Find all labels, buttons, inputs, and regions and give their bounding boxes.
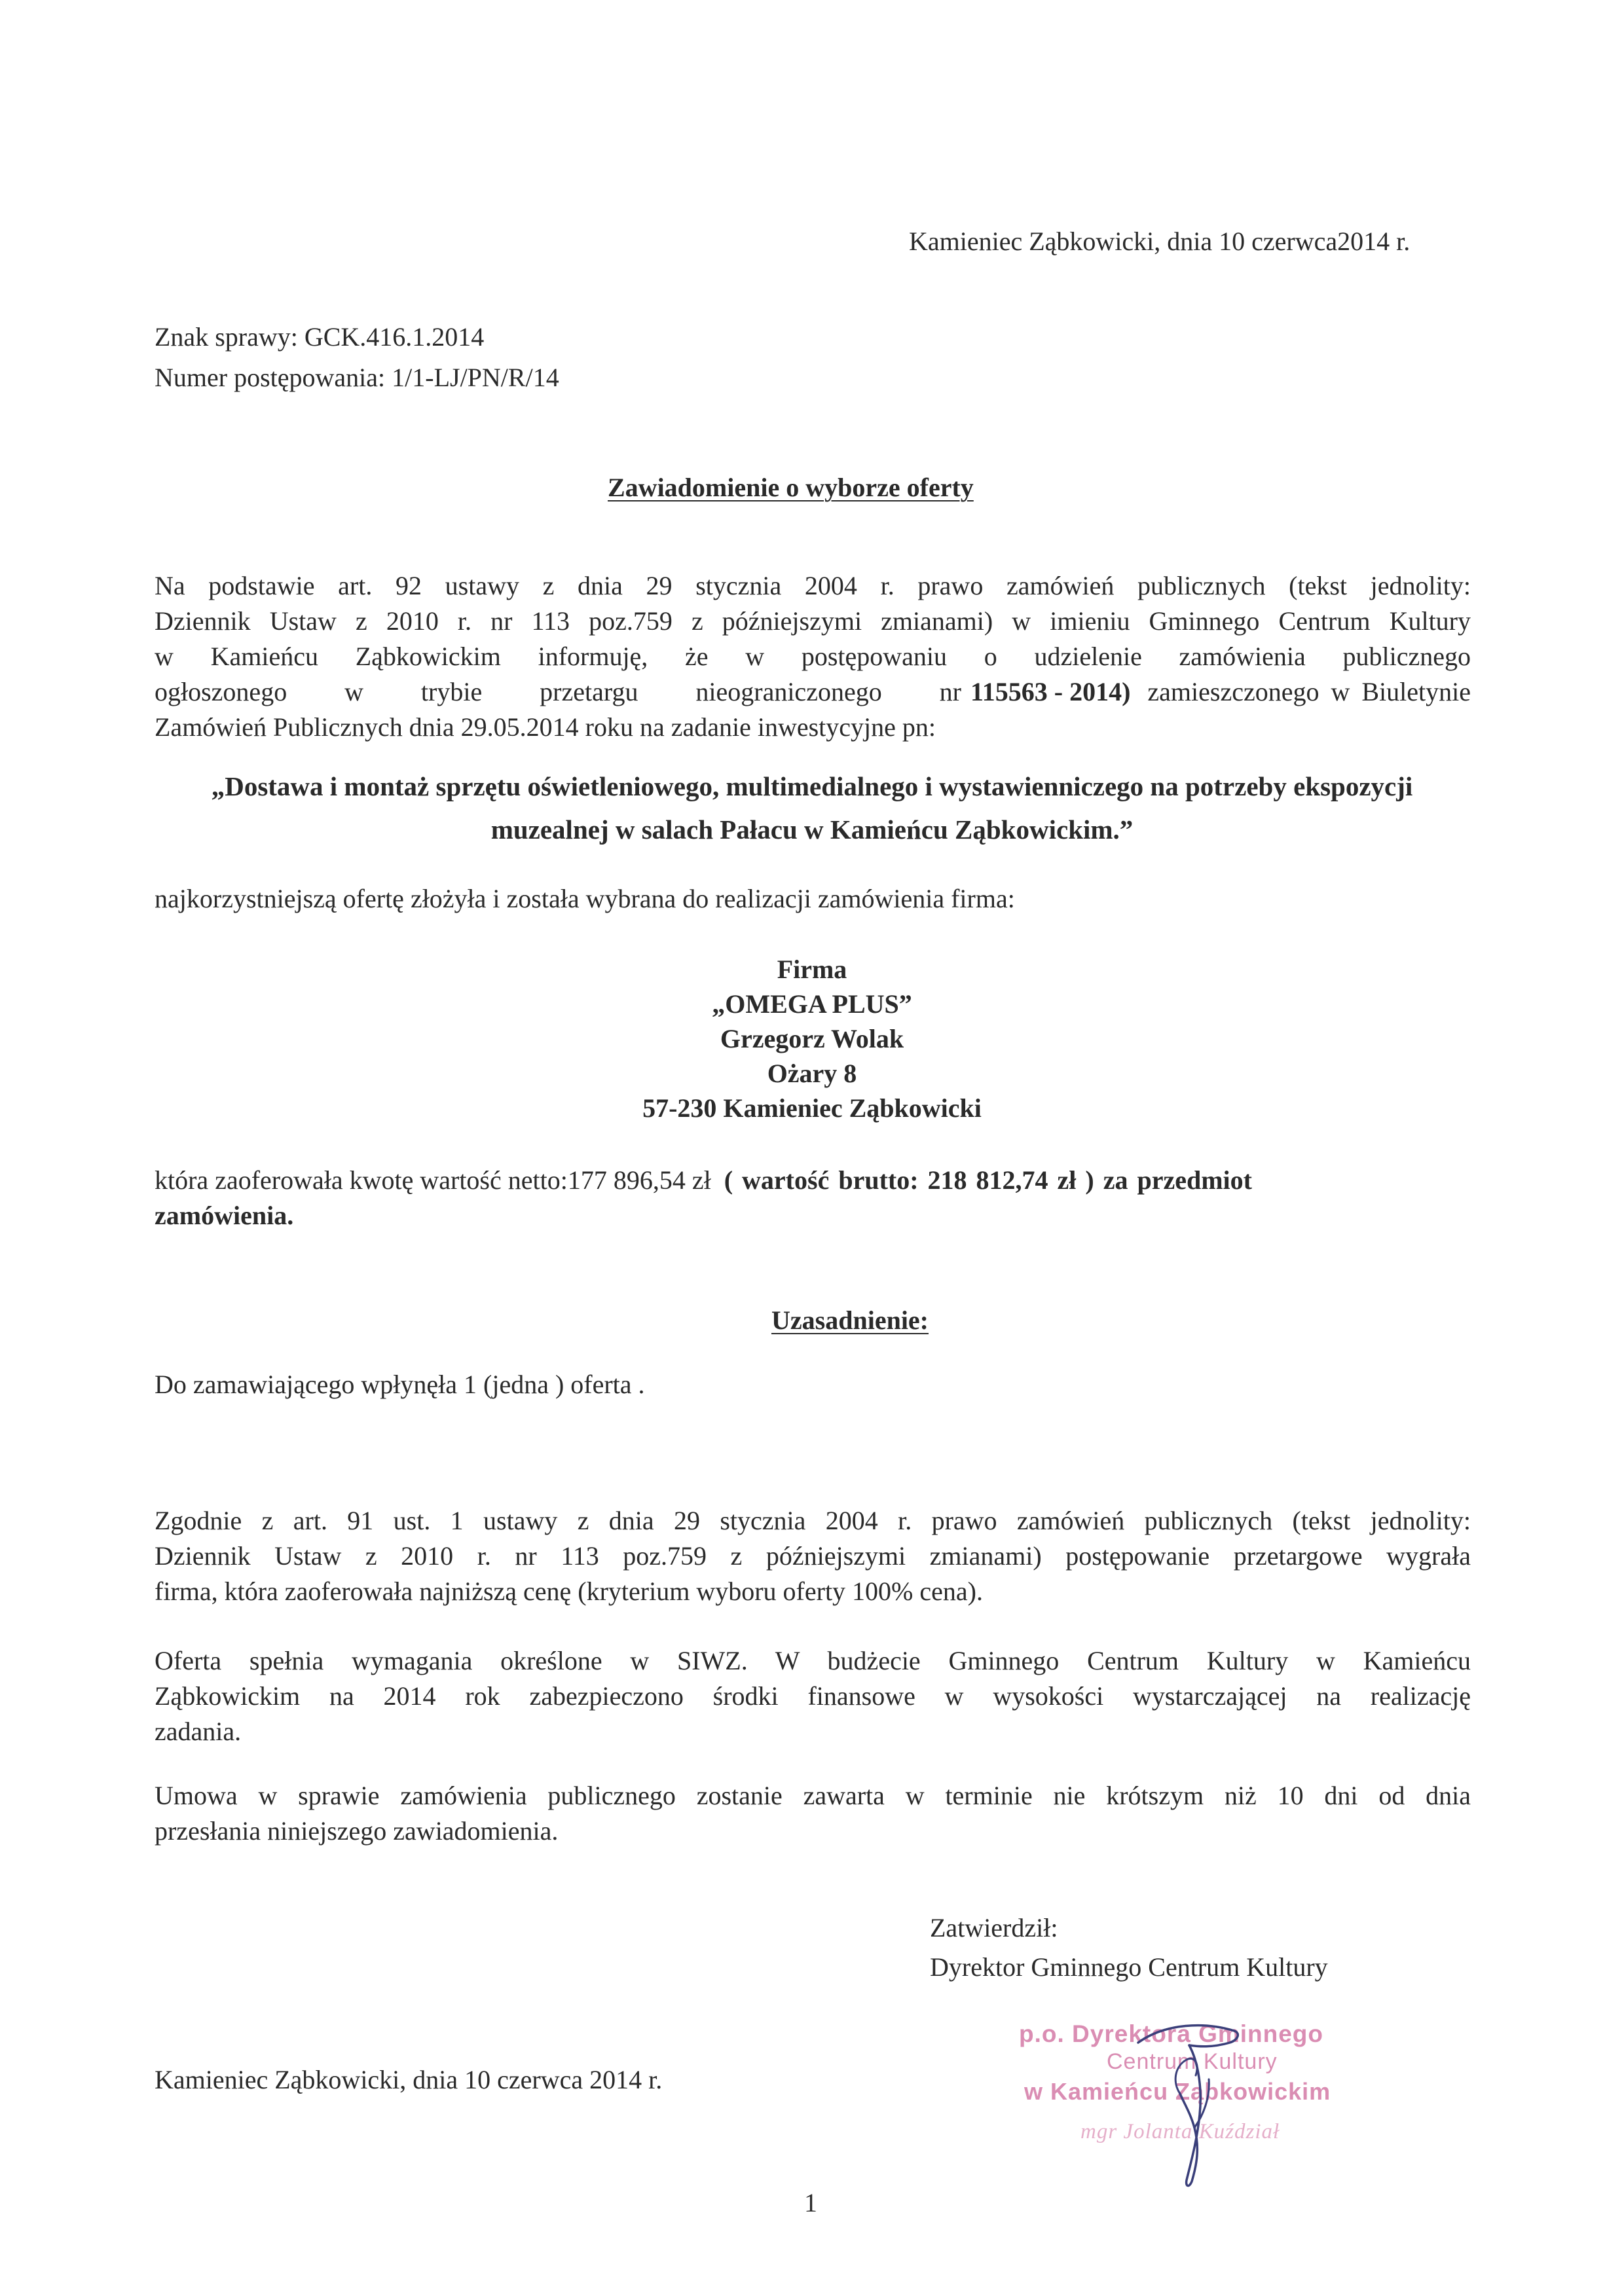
intro-line: Dziennik Ustaw z 2010 r. nr 113 poz.759 z późniejszymi zmianami) w imieniu Gminnego Centrum Kultury: [155, 606, 1471, 636]
amount-paragraph: [155, 1163, 1471, 1233]
task-title: [124, 765, 1500, 851]
justification-paragraph-3: [155, 1778, 1471, 1849]
company-city: 57-230 Kamieniec Ząbkowicki: [642, 1093, 982, 1123]
page-number: 1: [804, 2188, 817, 2217]
intro-line: Zamówień Publicznych dnia 29.05.2014 roku na zadanie inwestycyjne pn:: [155, 712, 936, 742]
company-owner: Grzegorz Wolak: [720, 1024, 904, 1053]
paragraph-line: Dziennik Ustaw z 2010 r. nr 113 poz.759 z późniejszymi zmianami) postępowanie przetargowe wygrała: [155, 1541, 1471, 1571]
paragraph-line: Zgodnie z art. 91 ust. 1 ustawy z dnia 29 stycznia 2004 r. prawo zamówień publicznych (tekst jednolity:: [155, 1506, 1471, 1535]
offers-received: Do zamawiającego wpłynęła 1 (jedna ) oferta .: [155, 1370, 645, 1399]
approval-label: Zatwierdził:: [930, 1913, 1058, 1942]
case-reference: Znak sprawy: GCK.416.1.2014: [155, 322, 485, 352]
company-block: [419, 952, 1205, 1125]
paragraph-line: firma, która zaoferowała najniższą cenę (kryterium wyboru oferty 100% cena).: [155, 1576, 983, 1606]
stamp-line: w Kamieńcu Ząbkowickim: [1024, 2078, 1331, 2105]
stamp-name: mgr Jolanta Kuździał: [1080, 2120, 1280, 2143]
intro-line-tender: [155, 674, 1471, 710]
footer-place-date: Kamieniec Ząbkowicki, dnia 10 czerwca 2014 r.: [155, 2065, 663, 2094]
company-label: Firma: [777, 955, 847, 984]
amount-line: [155, 1163, 1471, 1198]
stamp-line: Centrum Kultury: [1107, 2049, 1278, 2074]
approval-role: Dyrektor Gminnego Centrum Kultury: [930, 1952, 1328, 1982]
intro-line: Na podstawie art. 92 ustawy z dnia 29 stycznia 2004 r. prawo zamówień publicznych (tekst jednolity:: [155, 571, 1471, 600]
amount-line-2: zamówienia.: [155, 1201, 294, 1230]
intro-tender-text: ogłoszonego w trybie przetargu nieograniczonego nr: [155, 677, 961, 706]
selection-text: najkorzystniejszą ofertę złożyła i została wybrana do realizacji zamówienia firma:: [155, 884, 1015, 913]
justification-paragraph-2: [155, 1643, 1471, 1749]
intro-line: w Kamieńcu Ząbkowickim informuję, że w postępowaniu o udzielenie zamówienia publicznego: [155, 642, 1471, 671]
paragraph-line: zadania.: [155, 1717, 242, 1746]
amount-net: która zaoferowała kwotę wartość netto:177 896,54 zł: [155, 1165, 711, 1195]
company-street: Ożary 8: [767, 1059, 857, 1088]
paragraph-line: Umowa w sprawie zamówienia publicznego zostanie zawarta w terminie nie krótszym niż 10 dni od dnia: [155, 1781, 1471, 1810]
intro-tender-tail: zamieszczonego w Biuletynie: [1147, 677, 1471, 706]
procedure-number: Numer postępowania: 1/1-LJ/PN/R/14: [155, 363, 559, 392]
company-name: „OMEGA PLUS”: [712, 989, 912, 1019]
paragraph-line: Ząbkowickim na 2014 rok zabezpieczono środki finansowe w wysokości wystarczającej na realizację: [155, 1681, 1471, 1711]
amount-gross: ( wartość brutto: 218 812,74 zł ) za przedmiot: [724, 1165, 1252, 1195]
justification-heading: Uzasadnienie:: [771, 1305, 929, 1335]
intro-paragraph: [155, 568, 1471, 745]
handwritten-signature: [1126, 2016, 1257, 2193]
document-title: Zawiadomienie o wyborze oferty: [608, 473, 974, 502]
stamp-line: p.o. Dyrektora Gminnego: [1019, 2020, 1324, 2047]
task-title-line: „Dostawa i montaż sprzętu oświetleniowego, multimedialnego i wystawienniczego na potrzeby ekspozycji: [211, 771, 1413, 801]
tender-number: 115563 - 2014): [970, 677, 1131, 706]
paragraph-line: Oferta spełnia wymagania określone w SIWZ. W budżecie Gminnego Centrum Kultury w Kamieńcu: [155, 1646, 1471, 1675]
justification-paragraph-1: [155, 1503, 1471, 1609]
task-title-line: muzealnej w salach Pałacu w Kamieńcu Ząbkowickim.”: [490, 814, 1134, 845]
paragraph-line: przesłania niniejszego zawiadomienia.: [155, 1816, 559, 1846]
header-place-date: Kamieniec Ząbkowicki, dnia 10 czerwca2014 r.: [909, 227, 1411, 256]
